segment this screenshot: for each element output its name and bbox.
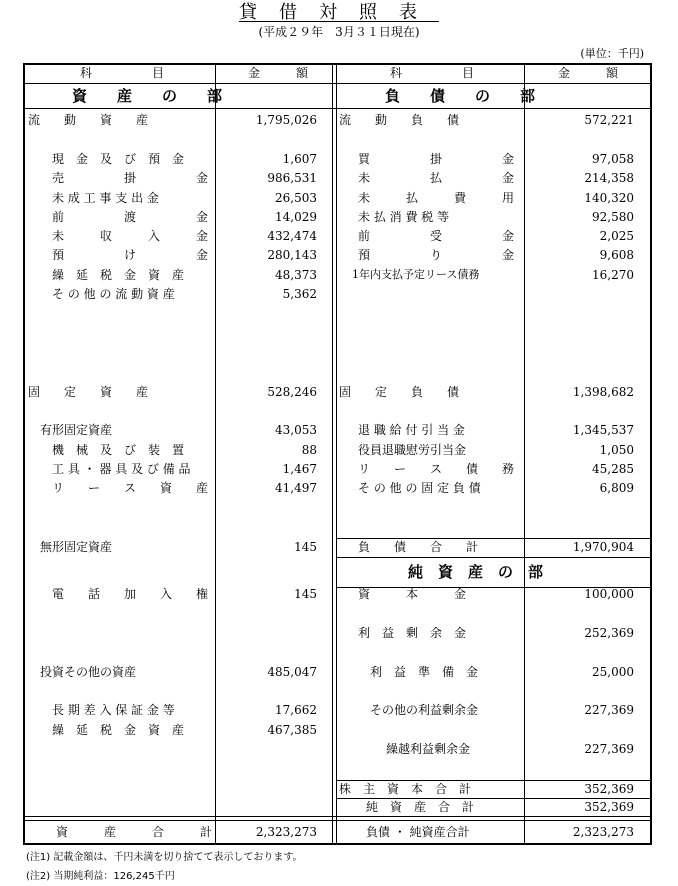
asset-value: 41,497 (275, 481, 317, 495)
liability-label: 前 受 金 (358, 229, 515, 243)
asset-value: 14,029 (275, 210, 317, 224)
liabilities-total-value: 1,970,904 (572, 540, 634, 554)
asset-label: 売 掛 金 (52, 171, 209, 185)
header-left-subject: 科 目 (80, 66, 165, 80)
asset-label: 現 金 及 び 預 金 (52, 152, 185, 166)
liability-value: 1,345,537 (572, 423, 634, 437)
equity-total-top-line (337, 780, 651, 781)
liability-value: 214,358 (584, 171, 634, 185)
net-asset-value: 25,000 (592, 665, 634, 679)
net-asset-value: 100,000 (584, 587, 634, 601)
assets-section-title: 資 産 の 部 (72, 87, 223, 105)
liab-net-total-label: 負債 ・ 純資産合計 (366, 825, 470, 839)
header-bottom-line (24, 83, 651, 84)
asset-value: 1,607 (282, 152, 317, 166)
liability-label: 役員退職慰労引当金 (358, 443, 467, 457)
asset-value: 88 (301, 443, 317, 457)
liability-label: 未 払 金 (358, 171, 515, 185)
asset-label: 前 渡 金 (52, 210, 209, 224)
asset-value: 43,053 (275, 423, 317, 437)
asset-label: 有形固定資産 (40, 423, 113, 437)
asset-label: そ の 他 の 流 動 資 産 (52, 287, 175, 301)
asset-label: 機 械 及 び 装 置 (52, 443, 185, 457)
net-asset-label: 資 本 金 (358, 587, 467, 601)
liability-label: 固 定 負 債 (339, 385, 460, 399)
assets-total-value: 2,323,273 (255, 825, 317, 839)
asset-value: 145 (294, 587, 317, 601)
asset-value: 145 (294, 540, 317, 554)
asset-label: リ ー ス 資 産 (52, 481, 209, 495)
net-asset-value: 227,369 (584, 742, 634, 756)
section-bottom-line (24, 108, 651, 109)
right-amount-divider (524, 64, 525, 845)
liability-value: 140,320 (584, 191, 634, 205)
net-assets-section-title: 純 資 産 の 部 (408, 563, 544, 581)
net-asset-label: 利 益 剰 余 金 (358, 626, 467, 640)
asset-label: 未 成 工 事 支 出 金 (52, 191, 159, 205)
asset-value: 986,531 (267, 171, 317, 185)
as-of-date: (平成２９年 3月３１日現在) (258, 25, 420, 39)
net-asset-value: 252,369 (584, 626, 634, 640)
assets-total-label: 資 産 合 計 (56, 825, 213, 839)
liability-label: 買 掛 金 (358, 152, 515, 166)
footnote: (注2) 当期純利益：126,245千円 (26, 871, 175, 882)
liability-value: 2,025 (599, 229, 634, 243)
asset-value: 1,795,026 (255, 113, 317, 127)
net-assets-total-label: 純 資 産 合 計 (366, 800, 475, 814)
liability-label: リ ー ス 債 務 (358, 462, 515, 476)
liability-label: 1年内支払予定リース債務 (352, 268, 480, 281)
asset-label: 工 具 ・ 器 具 及 び 備 品 (52, 462, 191, 476)
asset-value: 17,662 (275, 703, 317, 717)
liab-net-total-value: 2,323,273 (572, 825, 634, 839)
liability-value: 6,809 (599, 481, 634, 495)
liability-value: 16,270 (592, 268, 634, 282)
liability-value: 1,398,682 (572, 385, 634, 399)
center-divider-b (336, 64, 337, 845)
liability-value: 9,608 (599, 248, 634, 262)
net-asset-label: 繰越利益剰余金 (386, 742, 471, 756)
liabilities-section-title: 負 債 の 部 (385, 87, 536, 105)
equity-total-label: 株 主 資 本 合 計 (339, 782, 472, 796)
asset-label: 電 話 加 入 権 (52, 587, 209, 601)
asset-value: 48,373 (275, 268, 317, 282)
asset-label: 流 動 資 産 (28, 113, 149, 127)
asset-label: 未 収 入 金 (52, 229, 209, 243)
asset-label: 繰 延 税 金 資 産 (52, 723, 185, 737)
liability-value: 45,285 (592, 462, 634, 476)
asset-value: 528,246 (267, 385, 317, 399)
liability-label: 未 払 費 用 (358, 191, 515, 205)
header-right-amount: 金 額 (558, 66, 619, 80)
asset-value: 432,474 (267, 229, 317, 243)
asset-value: 26,503 (275, 191, 317, 205)
asset-label: 無形固定資産 (40, 540, 113, 554)
net-assets-total-value: 352,369 (584, 800, 634, 814)
liabilities-total-label: 負 債 合 計 (358, 540, 479, 554)
liability-value: 92,580 (592, 210, 634, 224)
asset-value: 467,385 (267, 723, 317, 737)
liability-label: 預 り 金 (358, 248, 515, 262)
equity-total-value: 352,369 (584, 782, 634, 796)
asset-value: 280,143 (267, 248, 317, 262)
document-title: 貸借対照表 (239, 2, 439, 23)
asset-value: 5,362 (282, 287, 317, 301)
liability-label: 流 動 負 債 (339, 113, 460, 127)
unit-label: (単位：千円) (580, 47, 644, 60)
asset-value: 1,467 (282, 462, 317, 476)
asset-label: 投資その他の資産 (40, 665, 137, 679)
totals-top-line (24, 816, 651, 821)
asset-label: 固 定 資 産 (28, 385, 149, 399)
liability-label: 未 払 消 費 税 等 (358, 210, 450, 224)
liab-total-top-line (337, 538, 651, 539)
footnote: (注1) 記載金額は、千円未満を切り捨てて表示しております。 (26, 852, 303, 863)
asset-label: 繰 延 税 金 資 産 (52, 268, 185, 282)
left-amount-divider (215, 64, 216, 845)
liability-label: そ の 他 の 固 定 負 債 (358, 481, 481, 495)
net-asset-label: 利 益 準 備 金 (370, 665, 479, 679)
liability-label: 退 職 給 付 引 当 金 (358, 423, 465, 437)
header-right-subject: 科 目 (390, 66, 475, 80)
center-divider-a (332, 64, 333, 845)
liability-value: 97,058 (592, 152, 634, 166)
asset-value: 485,047 (267, 665, 317, 679)
liab-total-bottom-line (337, 557, 651, 558)
liability-value: 1,050 (599, 443, 634, 457)
net-total-top-line (337, 798, 651, 799)
net-asset-label: その他の利益剰余金 (370, 703, 479, 717)
net-asset-value: 227,369 (584, 703, 634, 717)
asset-label: 預 け 金 (52, 248, 209, 262)
header-left-amount: 金 額 (248, 66, 309, 80)
asset-label: 長 期 差 入 保 証 金 等 (52, 703, 175, 717)
liability-value: 572,221 (584, 113, 634, 127)
